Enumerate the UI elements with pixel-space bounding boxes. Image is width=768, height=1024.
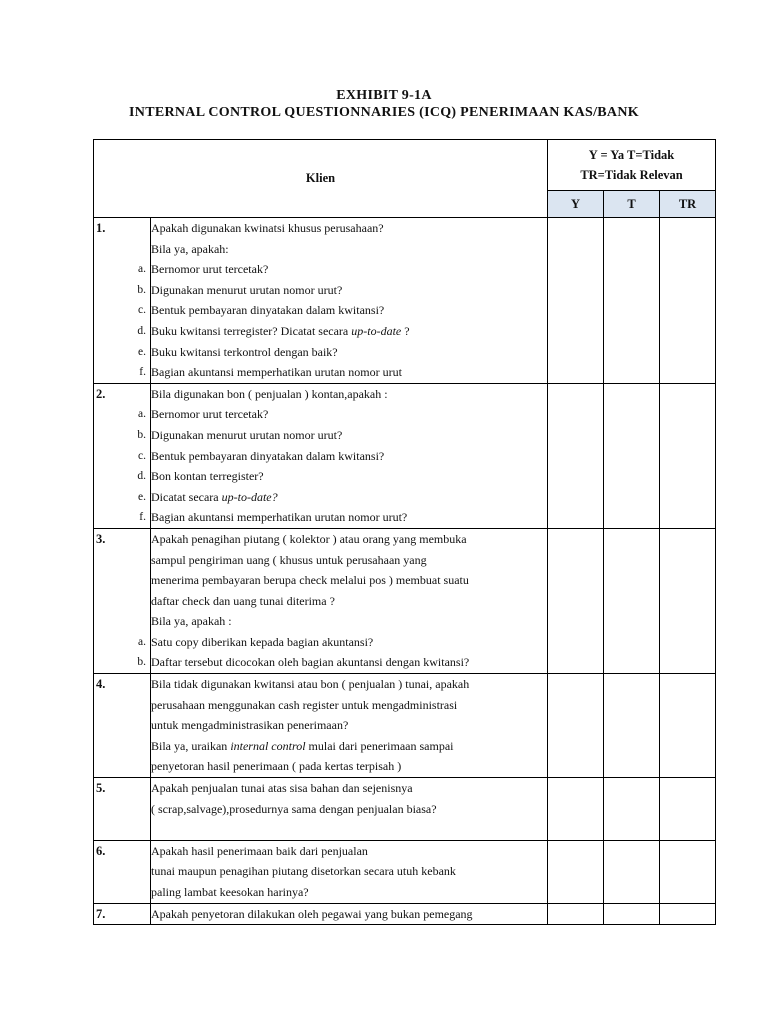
answer-cell-y[interactable]	[548, 778, 604, 841]
line-emphasis: up-to-date?	[221, 489, 278, 504]
question-text-cell	[151, 674, 548, 778]
sub-item-letter	[94, 611, 150, 632]
line-text: tunai maupun penagihan piutang disetorkan secara utuh kebank	[151, 864, 456, 879]
sub-item-letter: a.	[138, 408, 146, 421]
line-text: sampul pengiriman uang ( khusus untuk perusahaan yang	[151, 552, 427, 567]
line-text: Bernomor urut tercetak?	[151, 407, 269, 422]
answer-cell-t[interactable]	[604, 383, 660, 528]
sub-item-letter: c.	[138, 304, 146, 317]
question-line	[151, 550, 547, 571]
answer-cell-y[interactable]	[548, 218, 604, 384]
answer-cell-t[interactable]	[604, 778, 660, 841]
sub-item-letter: b.	[137, 428, 146, 441]
legend-line-1: Y = Ya T=Tidak	[588, 148, 675, 162]
line-text: Bila digunakan bon ( penjualan ) kontan,apakah :	[151, 386, 388, 401]
sub-item-letter	[94, 799, 150, 820]
line-text: Apakah penyetoran dilakukan oleh pegawai yang bukan pemegang	[151, 906, 473, 921]
sub-item-letter: c.	[138, 449, 146, 462]
question-number-cell	[94, 840, 151, 903]
question-line	[151, 904, 547, 925]
line-text: untuk mengadministrasikan penerimaan?	[151, 718, 349, 733]
line-text: Bentuk pembayaran dinyatakan dalam kwitansi?	[151, 448, 385, 463]
answer-cell-y[interactable]	[548, 674, 604, 778]
question-line	[151, 487, 547, 508]
sub-item-letter: b.	[137, 656, 146, 669]
answer-cell-y[interactable]	[548, 903, 604, 925]
sub-item-letter: a.	[138, 263, 146, 276]
line-text: Apakah hasil penerimaan baik dari penjualan	[151, 843, 368, 858]
line-text: Bila ya, apakah:	[151, 241, 229, 256]
sub-item-letter	[94, 550, 150, 571]
line-text: Apakah penagihan piutang ( kolektor ) atau orang yang membuka	[151, 531, 467, 546]
answer-cell-t[interactable]	[604, 674, 660, 778]
question-row	[94, 840, 716, 903]
line-text: Bagian akuntansi memperhatikan urutan nomor urut?	[151, 510, 408, 525]
question-line	[151, 218, 547, 239]
line-emphasis: internal control	[230, 738, 306, 753]
sub-item-letter	[94, 819, 150, 840]
question-line	[151, 611, 547, 632]
line-text: Bila ya, uraikan	[151, 738, 231, 753]
answer-cell-t[interactable]	[604, 218, 660, 384]
sub-item-letter	[94, 239, 150, 260]
sub-item-letter: d.	[137, 470, 146, 483]
question-text-cell	[151, 840, 548, 903]
line-text: Bila ya, apakah :	[151, 614, 232, 629]
line-text: Digunakan menurut urutan nomor urut?	[151, 282, 343, 297]
question-line	[151, 321, 547, 342]
legend-line-2: TR=Tidak Relevan	[580, 168, 683, 182]
line-text: Daftar tersebut dicocokan oleh bagian akuntansi dengan kwitansi?	[151, 655, 470, 670]
line-text: menerima pembayaran berupa check melalui pos ) membuat suatu	[151, 573, 469, 588]
question-line	[151, 404, 547, 425]
question-number-cell	[94, 903, 151, 925]
question-line	[151, 861, 547, 882]
question-line	[151, 239, 547, 260]
question-text-cell	[151, 528, 548, 673]
answer-cell-t[interactable]	[604, 903, 660, 925]
line-text: Digunakan menurut urutan nomor urut?	[151, 427, 343, 442]
answer-cell-tr[interactable]	[660, 674, 716, 778]
line-text: Bagian akuntansi memperhatikan urutan nomor urut	[151, 365, 402, 380]
answer-cell-tr[interactable]	[660, 778, 716, 841]
question-line	[151, 715, 547, 736]
question-line	[151, 425, 547, 446]
sub-item-letter	[94, 570, 150, 591]
question-number-cell	[94, 674, 151, 778]
line-text: Buku kwitansi terregister? Dicatat secara	[151, 323, 352, 338]
question-line	[151, 674, 547, 695]
question-text-cell	[151, 778, 548, 841]
sub-item-letter: a.	[138, 635, 146, 648]
sub-item-letter	[94, 715, 150, 736]
answer-cell-tr[interactable]	[660, 903, 716, 925]
line-text: Dicatat secara	[151, 489, 222, 504]
answer-cell-y[interactable]	[548, 383, 604, 528]
question-row	[94, 218, 716, 384]
question-line	[151, 342, 547, 363]
line-text: Bentuk pembayaran dinyatakan dalam kwitansi?	[151, 303, 385, 318]
sub-item-letter: f.	[139, 366, 146, 379]
question-number-cell	[94, 778, 151, 841]
question-line	[151, 384, 547, 405]
sub-item-letter: d.	[137, 324, 146, 337]
sub-item-letter	[94, 591, 150, 612]
line-text: perusahaan menggunakan cash register untuk mengadministrasi	[151, 697, 458, 712]
answer-cell-t[interactable]	[604, 528, 660, 673]
question-row	[94, 528, 716, 673]
line-text: penyetoran hasil penerimaan ( pada kertas terpisah )	[151, 759, 402, 774]
question-line	[151, 446, 547, 467]
question-number-cell	[94, 528, 151, 673]
question-line	[151, 362, 547, 383]
col-header-tr: TR	[660, 191, 716, 218]
question-line	[151, 529, 547, 550]
question-line	[151, 841, 547, 862]
question-number: 3.	[96, 531, 106, 546]
sub-item-letter	[94, 861, 150, 882]
sub-item-letter	[94, 882, 150, 903]
answer-cell-tr[interactable]	[660, 383, 716, 528]
exhibit-title: EXHIBIT 9-1A	[336, 88, 432, 103]
klien-header: Klien	[94, 140, 548, 218]
sub-item-letter: b.	[137, 283, 146, 296]
question-line	[151, 591, 547, 612]
question-line	[151, 882, 547, 903]
question-line	[151, 300, 547, 321]
question-line	[151, 799, 547, 820]
question-row	[94, 383, 716, 528]
sub-item-letter	[94, 756, 150, 777]
line-emphasis: up-to-date	[351, 323, 402, 338]
legend-header	[548, 140, 716, 191]
question-number: 5.	[96, 781, 106, 796]
question-line	[151, 507, 547, 528]
line-text: Bernomor urut tercetak?	[151, 262, 269, 277]
sub-item-letter: f.	[139, 511, 146, 524]
answer-cell-y[interactable]	[548, 840, 604, 903]
question-line	[151, 259, 547, 280]
line-text: Buku kwitansi terkontrol dengan baik?	[151, 344, 338, 359]
question-line	[151, 695, 547, 716]
question-number: 6.	[96, 843, 106, 858]
sub-item-letter: e.	[138, 490, 146, 503]
sub-item-letter	[94, 736, 150, 757]
question-text-cell	[151, 903, 548, 925]
answer-cell-tr[interactable]	[660, 528, 716, 673]
question-line	[151, 466, 547, 487]
col-header-y: Y	[548, 191, 604, 218]
col-header-t: T	[604, 191, 660, 218]
icq-table	[93, 139, 716, 925]
question-number: 1.	[96, 221, 106, 235]
line-text: paling lambat keesokan harinya?	[151, 885, 309, 899]
question-line	[151, 652, 547, 673]
question-text-cell	[151, 383, 548, 528]
question-line	[151, 736, 547, 757]
line-text: Apakah digunakan kwinatsi khusus perusahaan?	[151, 221, 384, 235]
answer-cell-tr[interactable]	[660, 840, 716, 903]
question-line	[151, 778, 547, 799]
sub-item-letter	[94, 695, 150, 716]
line-text-after: mulai dari penerimaan sampai	[305, 738, 454, 753]
answer-cell-tr[interactable]	[660, 218, 716, 384]
answer-cell-y[interactable]	[548, 528, 604, 673]
question-line	[151, 819, 547, 840]
answer-cell-t[interactable]	[604, 840, 660, 903]
question-line	[151, 570, 547, 591]
line-text: Satu copy diberikan kepada bagian akuntansi?	[151, 634, 374, 649]
line-text: Apakah penjualan tunai atas sisa bahan dan sejenisnya	[151, 781, 413, 796]
question-line	[151, 280, 547, 301]
line-text: ( scrap,salvage),prosedurnya sama dengan penjualan biasa?	[151, 801, 437, 816]
line-text: daftar check dan uang tunai diterima ?	[151, 593, 335, 608]
sub-item-letter: e.	[138, 345, 146, 358]
question-number-cell	[94, 383, 151, 528]
document-title: INTERNAL CONTROL QUESTIONNARIES (ICQ) PENERIMAAN KAS/BANK	[129, 105, 639, 120]
question-text-cell	[151, 218, 548, 384]
line-text: Bila tidak digunakan kwitansi atau bon ( penjualan ) tunai, apakah	[151, 677, 470, 692]
question-number: 2.	[96, 386, 106, 401]
question-row	[94, 903, 716, 925]
question-row	[94, 778, 716, 841]
question-number: 7.	[96, 906, 106, 921]
line-text-after: ?	[401, 323, 410, 338]
line-text: Bon kontan terregister?	[151, 469, 264, 484]
question-number-cell	[94, 218, 151, 384]
question-row	[94, 674, 716, 778]
question-line	[151, 632, 547, 653]
question-line	[151, 756, 547, 777]
question-number: 4.	[96, 677, 106, 692]
